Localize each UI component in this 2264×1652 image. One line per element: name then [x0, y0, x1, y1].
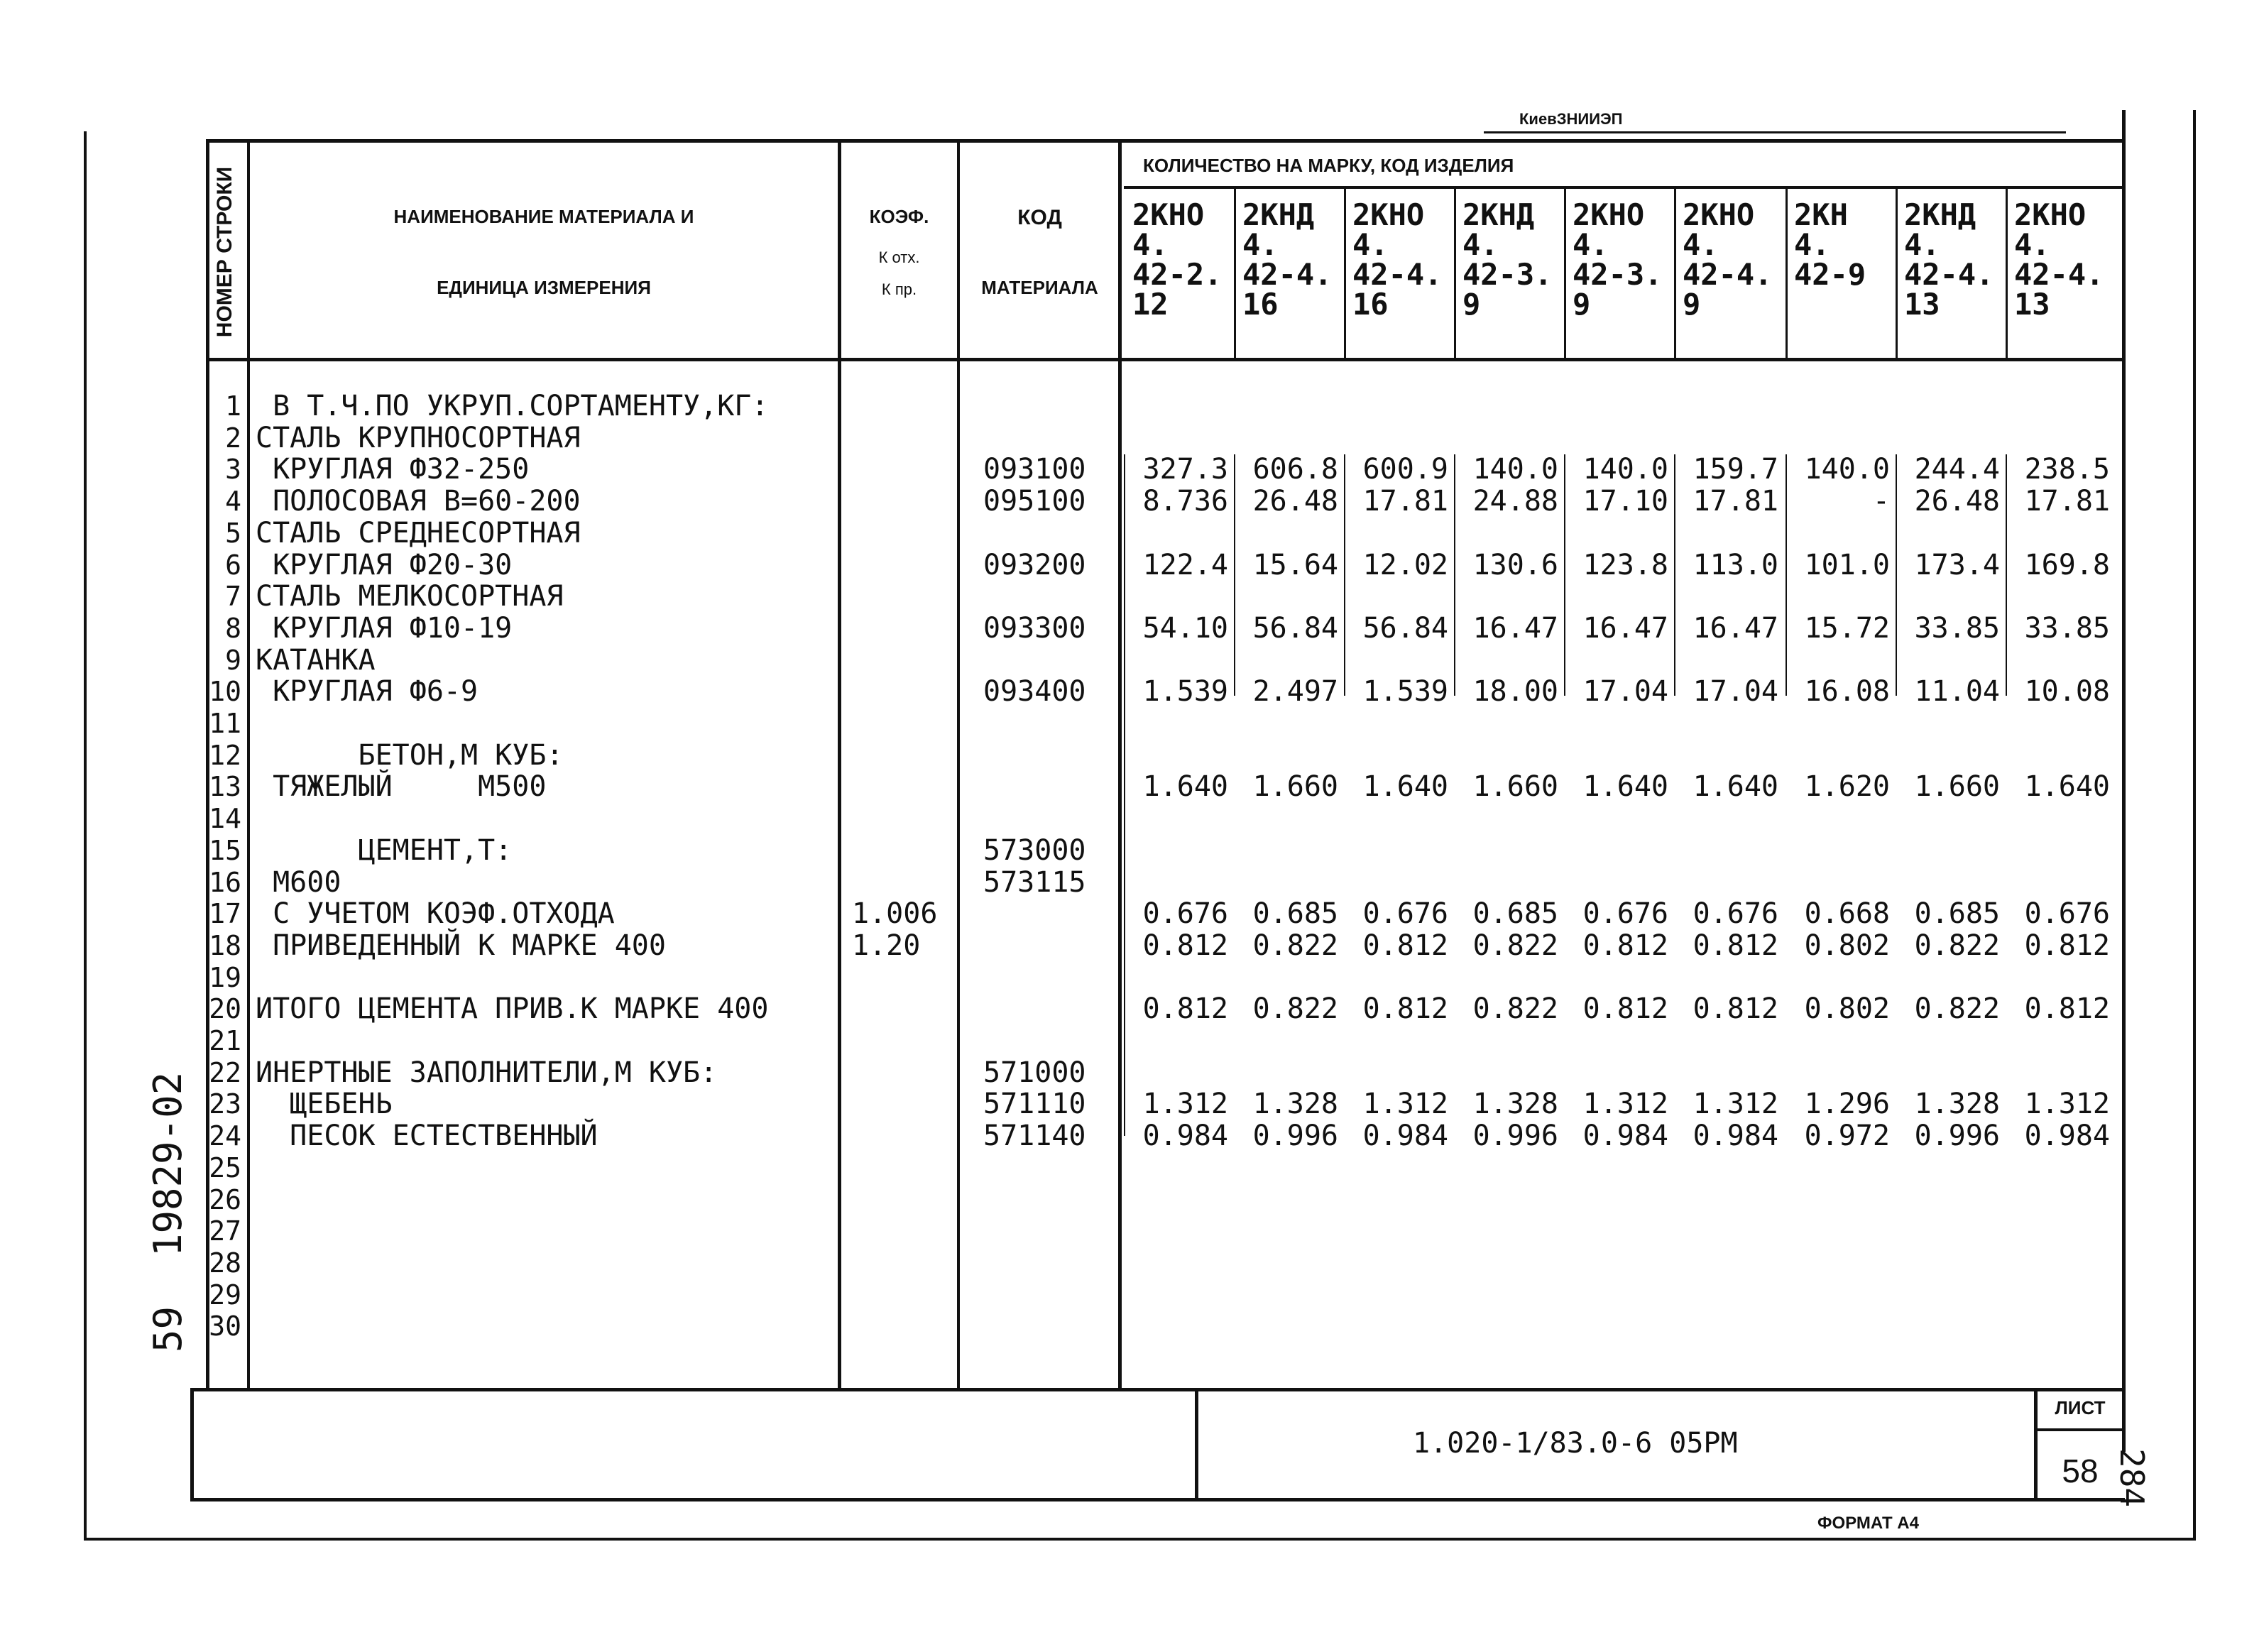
row-value: 238.5 [2024, 453, 2110, 486]
row-number: 16 [209, 866, 241, 898]
side-number: 284 [2113, 1448, 2151, 1508]
row-number: 23 [209, 1088, 241, 1120]
row-material-name: ИНЕРТНЫЕ ЗАПОЛНИТЕЛИ,М КУБ: [256, 1056, 718, 1089]
row-coef: 1.20 [852, 929, 921, 962]
table-right-line [2122, 110, 2126, 1452]
row-value: 16.47 [1692, 611, 1778, 645]
row-value: 1.660 [1914, 770, 2000, 804]
row-value: 1.660 [1472, 770, 1558, 804]
row-value: 0.685 [1472, 897, 1558, 931]
row-number: 22 [209, 1056, 241, 1088]
row-value: 0.812 [1362, 992, 1448, 1026]
row-material-code: 093400 [983, 675, 1086, 709]
row-value: 26.48 [1914, 485, 2000, 518]
row-value: 0.996 [1252, 1120, 1338, 1153]
row-material-name: КРУГЛАЯ Ф10-19 [256, 611, 513, 645]
row-material-code: 095100 [983, 485, 1086, 518]
quantity-header-line [1124, 186, 2125, 189]
row-value: 0.812 [1692, 929, 1778, 962]
row-value: 12.02 [1362, 548, 1448, 581]
row-value: 0.972 [1804, 1120, 1890, 1153]
row-material-name: ПОЛОСОВАЯ В=60-200 [256, 485, 581, 518]
row-value: 1.328 [1914, 1088, 2000, 1121]
row-value: 17.81 [1692, 485, 1778, 518]
row-value: 140.0 [1582, 453, 1668, 486]
row-number: 12 [209, 739, 241, 771]
row-number: 19 [209, 961, 241, 993]
row-number: 29 [209, 1279, 241, 1311]
product-header: 2КНО 4. 42-3. 9 [1573, 197, 1663, 322]
row-value: 173.4 [1914, 548, 2000, 581]
product-header: 2КНД 4. 42-4. 13 [1904, 197, 1994, 322]
inventory-number: 19829-02 [146, 1071, 190, 1257]
row-value: 159.7 [1692, 453, 1778, 486]
row-value: 130.6 [1472, 548, 1558, 581]
row-value: 33.85 [2024, 611, 2110, 645]
row-value: 0.812 [1582, 929, 1668, 962]
row-value: 0.812 [1142, 992, 1228, 1026]
row-value: 1.640 [1582, 770, 1668, 804]
row-material-name: ЩЕБЕНЬ [256, 1088, 393, 1121]
row-number: 28 [209, 1247, 241, 1279]
row-value: 0.676 [1692, 897, 1778, 931]
row-material-code: 573115 [983, 865, 1086, 899]
product-header: 2КНО 4. 42-4. 13 [2014, 197, 2104, 322]
row-value: 0.685 [1914, 897, 2000, 931]
row-material-name: ЦЕМЕНТ,Т: [256, 833, 513, 867]
row-value: - [1872, 485, 1890, 518]
row-value: 15.64 [1252, 548, 1338, 581]
row-material-name: СТАЛЬ СРЕДНЕСОРТНАЯ [256, 516, 581, 549]
row-value: 169.8 [2024, 548, 2110, 581]
row-value: 1.539 [1142, 675, 1228, 709]
row-value: 1.640 [1142, 770, 1228, 804]
row-value: 10.08 [2024, 675, 2110, 709]
coef-header-line1: КОЭФ. [869, 206, 929, 227]
sheet-number: 58 [2062, 1453, 2099, 1489]
row-value: 0.802 [1804, 929, 1890, 962]
format-label: ФОРМАТ А4 [1817, 1514, 1919, 1533]
header-bottom-line [208, 358, 2125, 361]
code-header-line1: КОД [1017, 206, 1062, 229]
row-number: 21 [209, 1025, 241, 1056]
row-value: 1.620 [1804, 770, 1890, 804]
row-value: 0.812 [1582, 992, 1668, 1026]
row-material-code: 571000 [983, 1056, 1086, 1089]
row-value: 0.685 [1252, 897, 1338, 931]
row-value: 0.676 [2024, 897, 2110, 931]
row-value: 17.81 [2024, 485, 2110, 518]
coef-column-line [838, 139, 841, 1389]
row-number: 18 [209, 929, 241, 961]
row-number: 4 [225, 486, 241, 518]
row-value: 16.47 [1472, 611, 1558, 645]
row-value: 0.984 [2024, 1120, 2110, 1153]
row-value: 0.984 [1362, 1120, 1448, 1153]
row-value: 0.822 [1914, 929, 2000, 962]
row-value: 101.0 [1804, 548, 1890, 581]
row-value: 0.676 [1582, 897, 1668, 931]
row-value: 0.802 [1804, 992, 1890, 1026]
row-value: 1.312 [1692, 1088, 1778, 1121]
row-value: 0.676 [1362, 897, 1448, 931]
row-value: 0.822 [1252, 992, 1338, 1026]
row-material-name: М600 [256, 865, 341, 899]
row-value: 0.822 [1252, 929, 1338, 962]
row-value: 606.8 [1252, 453, 1338, 486]
row-value: 244.4 [1914, 453, 2000, 486]
inventory-page: 59 [146, 1306, 190, 1352]
code-column-line [957, 139, 960, 1389]
row-value: 1.640 [1362, 770, 1448, 804]
row-material-code: 093300 [983, 611, 1086, 645]
row-number: 3 [225, 454, 241, 486]
row-number: 24 [209, 1120, 241, 1152]
coef-header-line2: К отх. [878, 248, 920, 266]
row-number: 30 [209, 1311, 241, 1342]
coef-header-line3: К пр. [881, 280, 917, 298]
footer-bottom-line [190, 1498, 2125, 1501]
row-value: 0.668 [1804, 897, 1890, 931]
table-top-line [208, 139, 2125, 143]
row-number: 2 [225, 422, 241, 454]
values-column-line [1118, 139, 1122, 1389]
footer-code-box-line [1195, 1388, 1198, 1501]
row-number: 1 [225, 390, 241, 422]
row-value: 1.539 [1362, 675, 1448, 709]
row-value: 600.9 [1362, 453, 1448, 486]
top-stamp-rule [1484, 131, 2066, 133]
row-value: 0.822 [1472, 929, 1558, 962]
row-number: 13 [209, 771, 241, 803]
row-value: 24.88 [1472, 485, 1558, 518]
row-number: 9 [225, 644, 241, 676]
row-value: 122.4 [1142, 548, 1228, 581]
row-material-name: ИТОГО ЦЕМЕНТА ПРИВ.К МАРКЕ 400 [256, 992, 769, 1026]
row-number: 7 [225, 581, 241, 613]
material-name-header-line2: ЕДИНИЦА ИЗМЕРЕНИЯ [437, 277, 651, 298]
row-value: 0.812 [2024, 992, 2110, 1026]
row-material-name: ТЯЖЕЛЫЙ М500 [256, 770, 547, 804]
row-value: 11.04 [1914, 675, 2000, 709]
product-header: 2КНО 4. 42-4. 9 [1683, 197, 1773, 322]
row-number: 27 [209, 1215, 241, 1247]
row-material-name: КРУГЛАЯ Ф20-30 [256, 548, 513, 581]
frame-right-line [2193, 110, 2196, 1541]
row-number: 26 [209, 1183, 241, 1215]
frame-bottom-line [84, 1538, 2196, 1541]
product-header: 2КН 4. 42-9 [1794, 197, 1866, 292]
row-value: 8.736 [1142, 485, 1228, 518]
row-value: 1.640 [1692, 770, 1778, 804]
row-value: 1.312 [1362, 1088, 1448, 1121]
row-value: 16.47 [1582, 611, 1668, 645]
row-material-name: В Т.Ч.ПО УКРУП.СОРТАМЕНТУ,КГ: [256, 390, 769, 422]
row-number: 17 [209, 898, 241, 930]
row-number: 15 [209, 834, 241, 866]
footer-left-line [190, 1388, 194, 1501]
product-header: 2КНО 4. 42-4. 16 [1352, 197, 1443, 322]
row-value: 1.312 [2024, 1088, 2110, 1121]
top-stamp: КиевЗНИИЭП [1519, 110, 1623, 128]
row-value: 327.3 [1142, 453, 1228, 486]
row-value: 1.312 [1142, 1088, 1228, 1121]
row-value: 33.85 [1914, 611, 2000, 645]
row-value: 0.984 [1692, 1120, 1778, 1153]
row-number: 5 [225, 517, 241, 549]
row-value: 140.0 [1804, 453, 1890, 486]
row-value: 1.328 [1472, 1088, 1558, 1121]
document-code: 1.020-1/83.0-6 05РМ [1413, 1427, 1738, 1460]
row-value: 15.72 [1804, 611, 1890, 645]
row-value: 1.660 [1252, 770, 1338, 804]
row-value: 0.822 [1472, 992, 1558, 1026]
material-name-header-line1: НАИМЕНОВАНИЕ МАТЕРИАЛА И [393, 206, 694, 227]
row-coef: 1.006 [852, 897, 938, 931]
row-number-header: НОМЕР СТРОКИ [213, 166, 236, 338]
row-value: 18.00 [1472, 675, 1558, 709]
row-number: 14 [209, 803, 241, 835]
frame-left-line [84, 131, 87, 1541]
row-value: 0.812 [1142, 929, 1228, 962]
quantity-header: КОЛИЧЕСТВО НА МАРКУ, КОД ИЗДЕЛИЯ [1143, 155, 1514, 176]
row-material-name: КРУГЛАЯ Ф32-250 [256, 453, 530, 486]
row-value: 17.04 [1582, 675, 1668, 709]
row-value: 2.497 [1252, 675, 1338, 709]
row-number: 25 [209, 1152, 241, 1183]
name-column-line [247, 139, 250, 1389]
product-header: 2КНО 4. 42-2. 12 [1132, 197, 1223, 322]
sheet-label-line [2034, 1428, 2125, 1431]
row-material-name: КАТАНКА [256, 643, 376, 677]
row-value: 0.996 [1914, 1120, 2000, 1153]
row-value: 26.48 [1252, 485, 1338, 518]
row-material-name: ПРИВЕДЕННЫЙ К МАРКЕ 400 [256, 929, 666, 962]
row-value: 17.10 [1582, 485, 1668, 518]
row-value: 17.04 [1692, 675, 1778, 709]
row-value: 0.996 [1472, 1120, 1558, 1153]
row-number: 10 [209, 676, 241, 708]
row-value: 0.676 [1142, 897, 1228, 931]
sheet-label: ЛИСТ [2055, 1397, 2106, 1418]
row-number: 6 [225, 549, 241, 581]
row-material-name: С УЧЕТОМ КОЭФ.ОТХОДА [256, 897, 615, 931]
product-header: 2КНД 4. 42-3. 9 [1462, 197, 1553, 322]
row-value: 0.812 [1362, 929, 1448, 962]
row-material-name: СТАЛЬ КРУПНОСОРТНАЯ [256, 421, 581, 454]
row-material-code: 093200 [983, 548, 1086, 581]
row-value: 1.296 [1804, 1088, 1890, 1121]
row-material-code: 571140 [983, 1120, 1086, 1153]
row-value: 0.984 [1142, 1120, 1228, 1153]
row-value: 0.812 [1692, 992, 1778, 1026]
row-value: 54.10 [1142, 611, 1228, 645]
row-material-code: 573000 [983, 833, 1086, 867]
row-material-code: 571110 [983, 1088, 1086, 1121]
row-value: 56.84 [1362, 611, 1448, 645]
row-material-name: ПЕСОК ЕСТЕСТВЕННЫЙ [256, 1120, 598, 1153]
row-value: 1.328 [1252, 1088, 1338, 1121]
row-material-name: СТАЛЬ МЕЛКОСОРТНАЯ [256, 580, 564, 613]
row-value: 113.0 [1692, 548, 1778, 581]
row-value: 0.822 [1914, 992, 2000, 1026]
row-value: 1.312 [1582, 1088, 1668, 1121]
code-header-line2: МАТЕРИАЛА [981, 277, 1098, 298]
row-value: 56.84 [1252, 611, 1338, 645]
row-number: 20 [209, 993, 241, 1025]
row-material-name: БЕТОН,М КУБ: [256, 738, 564, 772]
footer-top-line [190, 1388, 2125, 1391]
row-number: 11 [209, 708, 241, 739]
row-material-name: КРУГЛАЯ Ф6-9 [256, 675, 478, 709]
row-value: 0.984 [1582, 1120, 1668, 1153]
row-number: 8 [225, 612, 241, 644]
row-value: 1.640 [2024, 770, 2110, 804]
row-material-code: 093100 [983, 453, 1086, 486]
product-header: 2КНД 4. 42-4. 16 [1242, 197, 1333, 322]
row-value: 123.8 [1582, 548, 1668, 581]
row-value: 0.812 [2024, 929, 2110, 962]
row-value: 140.0 [1472, 453, 1558, 486]
row-value: 17.81 [1362, 485, 1448, 518]
row-value: 16.08 [1804, 675, 1890, 709]
